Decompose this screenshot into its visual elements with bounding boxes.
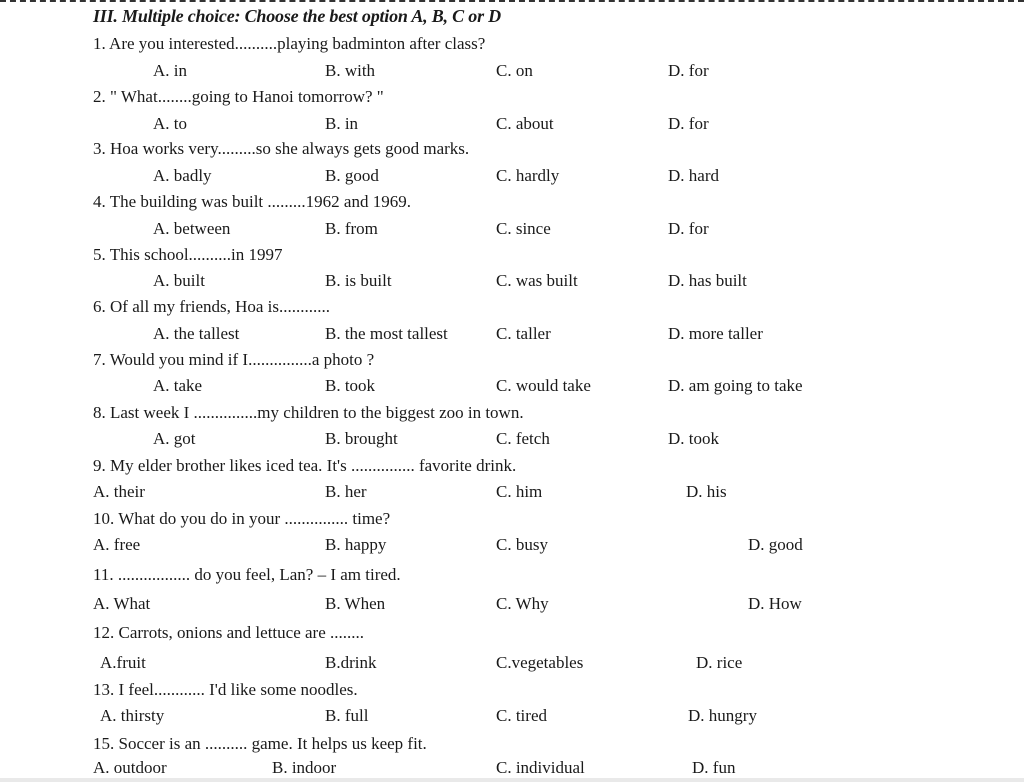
option-5-b[interactable]: B. is built [325, 271, 392, 290]
question-3: 3. Hoa works very.........so she always gets good marks. [93, 139, 470, 158]
option-10-c[interactable]: C. busy [496, 535, 548, 554]
option-9-d[interactable]: D. his [686, 482, 727, 501]
option-2-c[interactable]: C. about [496, 114, 554, 133]
option-4-b[interactable]: B. from [325, 219, 378, 238]
option-12-d[interactable]: D. rice [696, 653, 743, 672]
option-15-c[interactable]: C. individual [496, 758, 585, 777]
option-15-a[interactable]: A. outdoor [93, 758, 167, 777]
option-12-c[interactable]: C.vegetables [496, 653, 584, 672]
option-2-b[interactable]: B. in [325, 114, 359, 133]
option-3-d[interactable]: D. hard [668, 166, 719, 185]
question-10: 10. What do you do in your ............... time? [93, 509, 391, 528]
option-8-d[interactable]: D. took [668, 429, 719, 448]
question-1: 1. Are you interested..........playing badminton after class? [93, 34, 486, 53]
option-8-c[interactable]: C. fetch [496, 429, 550, 448]
option-15-d[interactable]: D. fun [692, 758, 736, 777]
question-5: 5. This school..........in 1997 [93, 245, 283, 264]
question-2: 2. " What........going to Hanoi tomorrow? " [93, 87, 384, 106]
option-1-d[interactable]: D. for [668, 61, 709, 80]
option-3-a[interactable]: A. badly [153, 166, 212, 185]
option-3-c[interactable]: C. hardly [496, 166, 560, 185]
option-6-c[interactable]: C. taller [496, 324, 551, 343]
option-9-c[interactable]: C. him [496, 482, 543, 501]
option-5-a[interactable]: A. built [153, 271, 205, 290]
option-4-c[interactable]: C. since [496, 219, 551, 238]
option-4-a[interactable]: A. between [153, 219, 231, 238]
question-12: 12. Carrots, onions and lettuce are ........ [93, 623, 364, 642]
option-10-b[interactable]: B. happy [325, 535, 387, 554]
option-9-a[interactable]: A. their [93, 482, 145, 501]
option-1-c[interactable]: C. on [496, 61, 533, 80]
option-10-a[interactable]: A. free [93, 535, 141, 554]
option-6-a[interactable]: A. the tallest [153, 324, 240, 343]
option-6-b[interactable]: B. the most tallest [325, 324, 448, 343]
option-7-b[interactable]: B. took [325, 376, 376, 395]
option-12-a[interactable]: A.fruit [100, 653, 146, 672]
option-2-d[interactable]: D. for [668, 114, 709, 133]
section-title: III. Multiple choice: Choose the best option A, B, C or D [93, 6, 501, 26]
option-13-a[interactable]: A. thirsty [100, 706, 165, 725]
option-5-d[interactable]: D. has built [668, 271, 747, 290]
option-11-c[interactable]: C. Why [496, 594, 549, 613]
option-15-b[interactable]: B. indoor [272, 758, 337, 777]
option-4-d[interactable]: D. for [668, 219, 709, 238]
option-13-c[interactable]: C. tired [496, 706, 547, 725]
option-12-b[interactable]: B.drink [325, 653, 377, 672]
question-15: 15. Soccer is an .......... game. It helps us keep fit. [93, 734, 427, 753]
option-5-c[interactable]: C. was built [496, 271, 578, 290]
option-13-b[interactable]: B. full [325, 706, 369, 725]
option-1-b[interactable]: B. with [325, 61, 376, 80]
dashed-top-border [0, 0, 1024, 2]
question-4: 4. The building was built .........1962 and 1969. [93, 192, 411, 211]
option-7-a[interactable]: A. take [153, 376, 203, 395]
option-6-d[interactable]: D. more taller [668, 324, 763, 343]
question-7: 7. Would you mind if I...............a photo ? [93, 350, 375, 369]
option-8-a[interactable]: A. got [153, 429, 196, 448]
option-7-d[interactable]: D. am going to take [668, 376, 803, 395]
question-6: 6. Of all my friends, Hoa is............ [93, 297, 331, 316]
option-13-d[interactable]: D. hungry [688, 706, 757, 725]
option-11-b[interactable]: B. When [325, 594, 386, 613]
question-11: 11. ................. do you feel, Lan? – I am tired. [93, 565, 401, 584]
question-13: 13. I feel............ I'd like some noodles. [93, 680, 358, 699]
option-3-b[interactable]: B. good [325, 166, 379, 185]
option-8-b[interactable]: B. brought [325, 429, 398, 448]
option-10-d[interactable]: D. good [748, 535, 803, 554]
question-9: 9. My elder brother likes iced tea. It's ............... favorite drink. [93, 456, 517, 475]
option-11-a[interactable]: A. What [93, 594, 151, 613]
option-7-c[interactable]: C. would take [496, 376, 591, 395]
option-2-a[interactable]: A. to [153, 114, 187, 133]
option-9-b[interactable]: B. her [325, 482, 367, 501]
question-8: 8. Last week I ...............my children to the biggest zoo in town. [93, 403, 524, 422]
option-11-d[interactable]: D. How [748, 594, 802, 613]
page-bottom-edge [0, 778, 1024, 782]
option-1-a[interactable]: A. in [153, 61, 187, 80]
